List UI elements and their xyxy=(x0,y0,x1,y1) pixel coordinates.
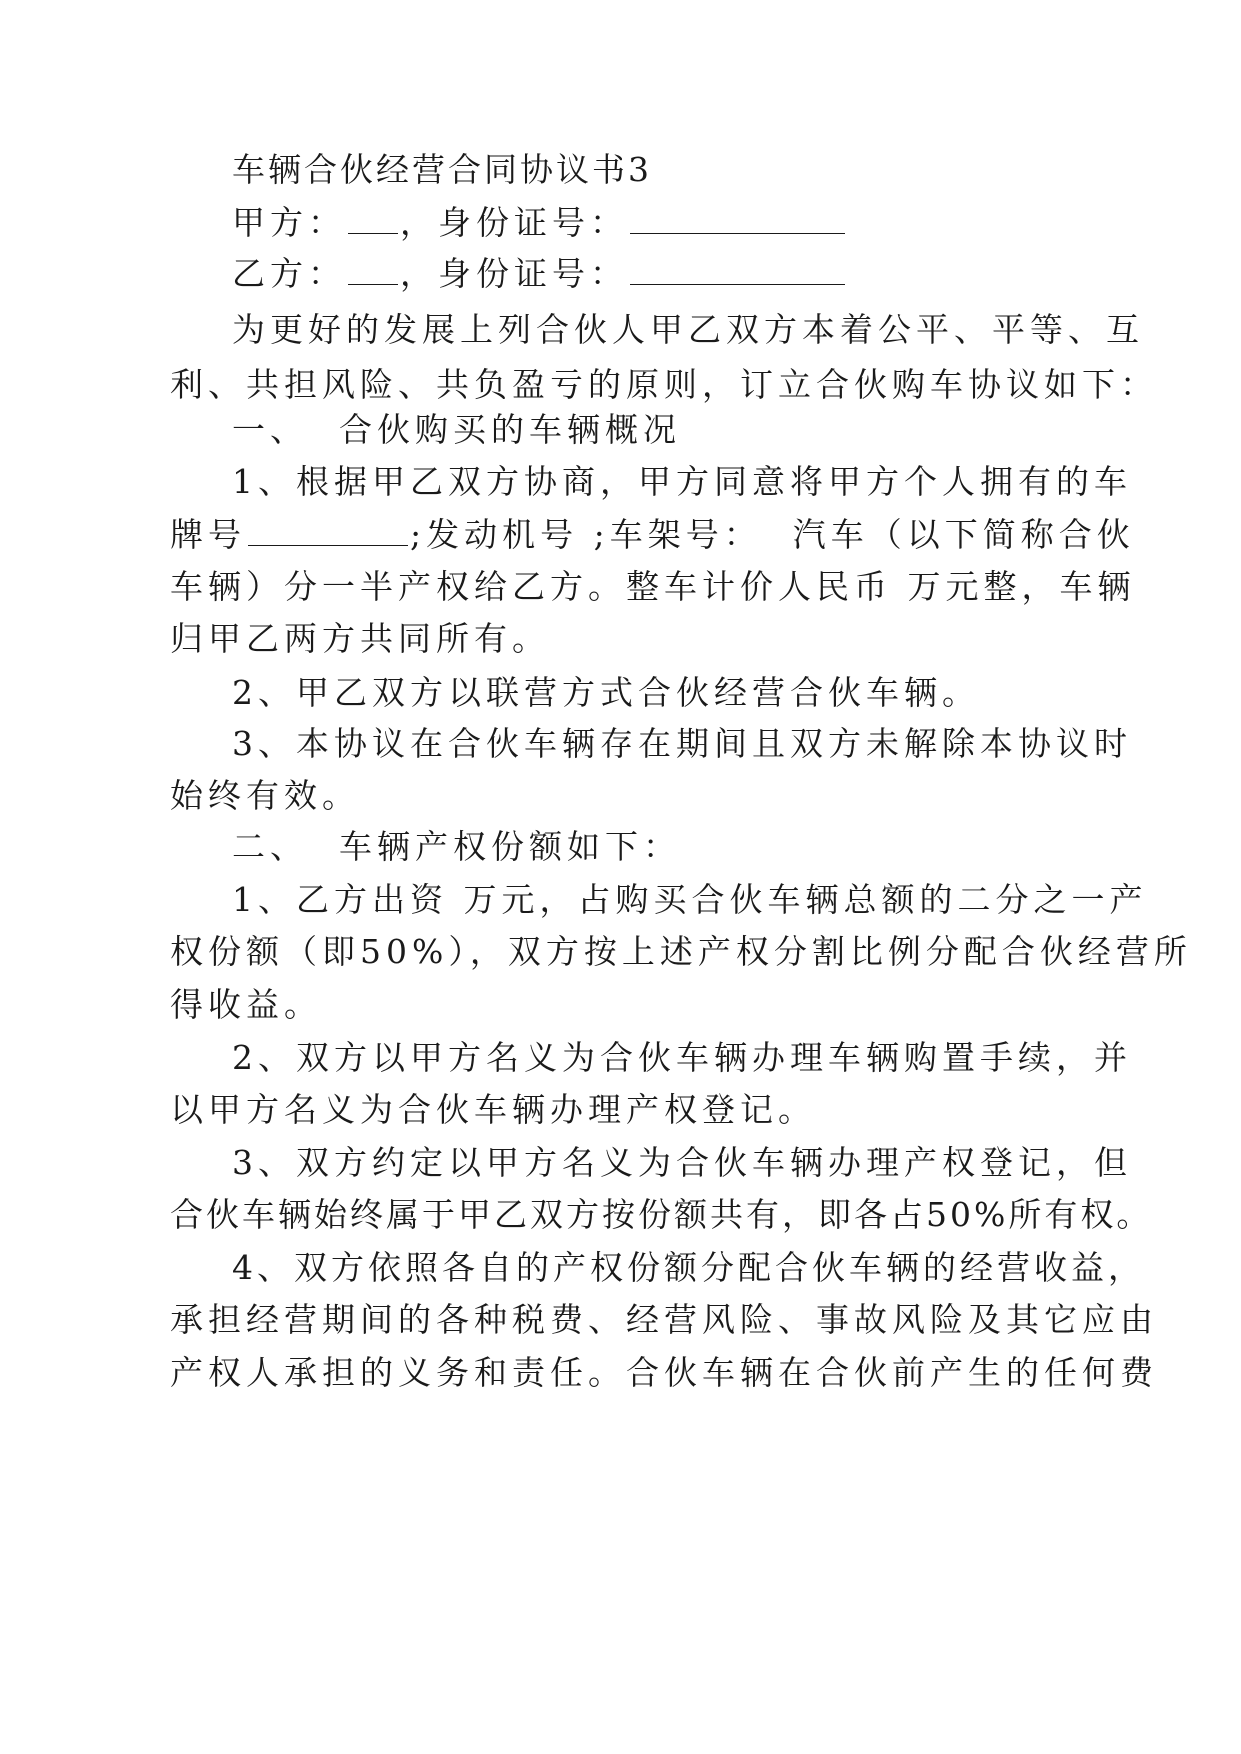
s1-item1-line1: 1、根据甲乙双方协商，甲方同意将甲方个人拥有的车 xyxy=(232,462,1132,501)
plate-label: 牌号 xyxy=(170,515,246,554)
intro-line-1: 为更好的发展上列合伙人甲乙双方本着公平、平等、互 xyxy=(232,310,1144,349)
section-1-heading: 一、 合伙购买的车辆概况 xyxy=(232,410,681,449)
party-a-name-blank xyxy=(348,205,398,234)
section-2-heading: 二、 车辆产权份额如下： xyxy=(232,827,681,866)
s2-item4-line2: 承担经营期间的各种税费、经营风险、事故风险及其它应由 xyxy=(170,1300,1158,1339)
party-b-id-blank xyxy=(630,256,845,285)
party-b-label: 乙方： xyxy=(232,254,346,293)
party-a-label: 甲方： xyxy=(232,203,346,242)
document-title: 车辆合伙经营合同协议书3 xyxy=(232,150,652,189)
s2-item1-line3: 得收益。 xyxy=(170,985,322,1024)
s2-item2-line1: 2、双方以甲方名义为合伙车辆办理车辆购置手续，并 xyxy=(232,1038,1132,1077)
s2-item2-line2: 以甲方名义为合伙车辆办理产权登记。 xyxy=(170,1090,816,1129)
s1-item3-line2: 始终有效。 xyxy=(170,776,360,815)
s2-item3-line1: 3、双方约定以甲方名义为合伙车辆办理产权登记，但 xyxy=(232,1143,1132,1182)
s1-item1-line3: 车辆）分一半产权给乙方。整车计价人民币 万元整，车辆 xyxy=(170,567,1136,606)
s1-item1-line4: 归甲乙两方共同所有。 xyxy=(170,619,550,658)
party-a-id-label: ，身份证号： xyxy=(400,203,628,242)
intro-line-2: 利、共担风险、共负盈亏的原则，订立合伙购车协议如下： xyxy=(170,365,1158,404)
party-b-line xyxy=(232,254,847,294)
s2-item4-line3: 产权人承担的义务和责任。合伙车辆在合伙前产生的任何费 xyxy=(170,1353,1158,1392)
party-a-line xyxy=(232,203,847,243)
s2-item3-line2: 合伙车辆始终属于甲乙双方按份额共有，即各占50%所有权。 xyxy=(170,1195,1153,1234)
s2-item4-line1: 4、双方依照各自的产权份额分配合伙车辆的经营收益， xyxy=(232,1248,1145,1287)
s1-item1-line2 xyxy=(170,515,1135,555)
party-a-id-blank xyxy=(630,205,845,234)
engine-frame-text: ;发动机号 ;车架号： 汽车（以下简称合伙 xyxy=(410,515,1135,554)
s1-item2: 2、甲乙双方以联营方式合伙经营合伙车辆。 xyxy=(232,673,980,712)
s2-item1-line1: 1、乙方出资 万元，占购买合伙车辆总额的二分之一产 xyxy=(232,880,1148,919)
plate-number-blank xyxy=(248,517,408,546)
party-b-name-blank xyxy=(348,256,398,285)
s1-item3-line1: 3、本协议在合伙车辆存在期间且双方未解除本协议时 xyxy=(232,724,1132,763)
s2-item1-line2: 权份额（即50%），双方按上述产权分割比例分配合伙经营所 xyxy=(170,932,1192,971)
party-b-id-label: ，身份证号： xyxy=(400,254,628,293)
